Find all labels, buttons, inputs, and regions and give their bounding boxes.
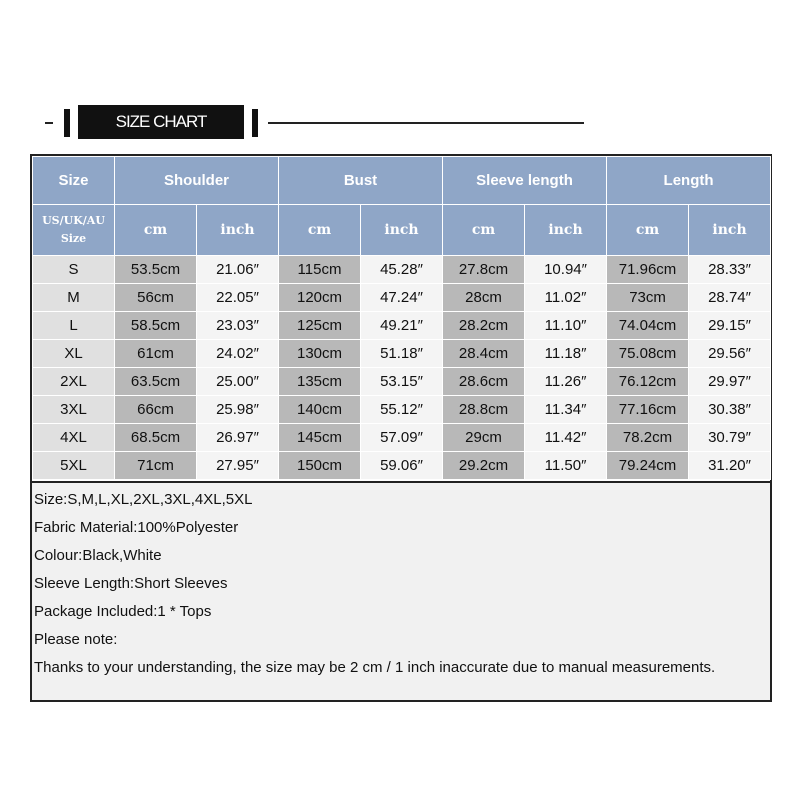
length-cm-cell: 71.96cm (607, 256, 689, 284)
shoulder-cm-cell: 63.5cm (115, 368, 197, 396)
bust-cm-cell: 140cm (279, 396, 361, 424)
shoulder-inch-cell: 21.06″ (197, 256, 279, 284)
size-cell: S (33, 256, 115, 284)
shoulder-inch-cell: 25.98″ (197, 396, 279, 424)
bust-inch-cell: 47.24″ (361, 284, 443, 312)
sleeve-cm-cell: 28.8cm (443, 396, 525, 424)
shoulder-inch-cell: 26.97″ (197, 424, 279, 452)
header-size: Size (33, 157, 115, 205)
note-line: Colour:Black,White (34, 547, 162, 564)
note-line: Size:S,M,L,XL,2XL,3XL,4XL,5XL (34, 491, 253, 508)
header-region-size (33, 205, 115, 256)
sleeve-cm-cell: 28.6cm (443, 368, 525, 396)
table-group-header (33, 157, 771, 205)
shoulder-cm-cell: 53.5cm (115, 256, 197, 284)
length-inch-cell: 28.74″ (689, 284, 771, 312)
sleeve-cm-cell: 28.2cm (443, 312, 525, 340)
bust-cm-cell: 115cm (279, 256, 361, 284)
note-line: Fabric Material:100%Polyester (34, 519, 239, 536)
sleeve-inch-cell: 11.26″ (525, 368, 607, 396)
shoulder-cm-cell: 71cm (115, 452, 197, 480)
table-row (33, 396, 771, 424)
note-line: Sleeve Length:Short Sleeves (34, 575, 228, 592)
shoulder-inch-cell: 23.03″ (197, 312, 279, 340)
table-body (33, 256, 771, 480)
bust-cm-cell: 150cm (279, 452, 361, 480)
shoulder-inch-cell: 25.00″ (197, 368, 279, 396)
table-row (33, 340, 771, 368)
header-length: Length (607, 157, 771, 205)
table-row (33, 424, 771, 452)
table-row (33, 452, 771, 480)
sleeve-inch-cell: 11.34″ (525, 396, 607, 424)
size-table (32, 156, 771, 480)
length-inch-cell: 29.56″ (689, 340, 771, 368)
size-cell: M (33, 284, 115, 312)
size-cell: 2XL (33, 368, 115, 396)
note-line: Package Included:1 * Tops (34, 603, 212, 620)
bust-cm-cell: 125cm (279, 312, 361, 340)
table-row (33, 256, 771, 284)
size-cell: L (33, 312, 115, 340)
sleeve-inch-cell: 11.02″ (525, 284, 607, 312)
length-cm-cell: 75.08cm (607, 340, 689, 368)
size-cell: 4XL (33, 424, 115, 452)
length-cm-cell: 76.12cm (607, 368, 689, 396)
unit-cm: cm (607, 205, 689, 256)
length-cm-cell: 73cm (607, 284, 689, 312)
header-sleeve-length: Sleeve length (443, 157, 607, 205)
sleeve-cm-cell: 28.4cm (443, 340, 525, 368)
sleeve-cm-cell: 27.8cm (443, 256, 525, 284)
size-chart-frame (30, 154, 772, 702)
banner-right-ribbon (252, 109, 258, 137)
length-inch-cell: 31.20″ (689, 452, 771, 480)
sleeve-cm-cell: 29cm (443, 424, 525, 452)
shoulder-inch-cell: 24.02″ (197, 340, 279, 368)
shoulder-cm-cell: 68.5cm (115, 424, 197, 452)
bust-inch-cell: 45.28″ (361, 256, 443, 284)
sleeve-cm-cell: 28cm (443, 284, 525, 312)
banner-left-ribbon (64, 109, 70, 137)
unit-inch: inch (197, 205, 279, 256)
sleeve-inch-cell: 10.94″ (525, 256, 607, 284)
bust-inch-cell: 59.06″ (361, 452, 443, 480)
sleeve-inch-cell: 11.18″ (525, 340, 607, 368)
size-cell: XL (33, 340, 115, 368)
shoulder-cm-cell: 61cm (115, 340, 197, 368)
sleeve-inch-cell: 11.50″ (525, 452, 607, 480)
bust-inch-cell: 49.21″ (361, 312, 443, 340)
bust-cm-cell: 135cm (279, 368, 361, 396)
length-inch-cell: 28.33″ (689, 256, 771, 284)
size-label: Size (60, 232, 87, 245)
unit-inch: inch (361, 205, 443, 256)
region-label: US/UK/AU (42, 214, 105, 227)
length-cm-cell: 74.04cm (607, 312, 689, 340)
shoulder-cm-cell: 66cm (115, 396, 197, 424)
banner-dash (45, 122, 53, 124)
sleeve-inch-cell: 11.10″ (525, 312, 607, 340)
bust-cm-cell: 120cm (279, 284, 361, 312)
size-cell: 5XL (33, 452, 115, 480)
shoulder-cm-cell: 56cm (115, 284, 197, 312)
product-notes (32, 481, 770, 700)
note-line: Thanks to your understanding, the size may be 2 cm / 1 inch inaccurate due to manual measurements. (34, 659, 716, 676)
unit-cm: cm (443, 205, 525, 256)
length-cm-cell: 78.2cm (607, 424, 689, 452)
bust-inch-cell: 57.09″ (361, 424, 443, 452)
bust-cm-cell: 145cm (279, 424, 361, 452)
bust-inch-cell: 55.12″ (361, 396, 443, 424)
header-shoulder: Shoulder (115, 157, 279, 205)
length-inch-cell: 29.15″ (689, 312, 771, 340)
unit-inch: inch (689, 205, 771, 256)
size-chart-banner (0, 95, 800, 145)
note-line: Please note: (34, 631, 118, 648)
size-cell: 3XL (33, 396, 115, 424)
table-unit-header (33, 205, 771, 256)
shoulder-inch-cell: 22.05″ (197, 284, 279, 312)
header-bust: Bust (279, 157, 443, 205)
sleeve-cm-cell: 29.2cm (443, 452, 525, 480)
shoulder-cm-cell: 58.5cm (115, 312, 197, 340)
banner-rule (268, 122, 584, 124)
length-inch-cell: 30.38″ (689, 396, 771, 424)
length-inch-cell: 29.97″ (689, 368, 771, 396)
length-cm-cell: 79.24cm (607, 452, 689, 480)
bust-cm-cell: 130cm (279, 340, 361, 368)
banner-title: SIZE CHART (115, 112, 207, 131)
table-row (33, 312, 771, 340)
unit-inch: inch (525, 205, 607, 256)
bust-inch-cell: 53.15″ (361, 368, 443, 396)
shoulder-inch-cell: 27.95″ (197, 452, 279, 480)
unit-cm: cm (279, 205, 361, 256)
table-row (33, 284, 771, 312)
table-row (33, 368, 771, 396)
length-inch-cell: 30.79″ (689, 424, 771, 452)
unit-cm: cm (115, 205, 197, 256)
sleeve-inch-cell: 11.42″ (525, 424, 607, 452)
bust-inch-cell: 51.18″ (361, 340, 443, 368)
length-cm-cell: 77.16cm (607, 396, 689, 424)
